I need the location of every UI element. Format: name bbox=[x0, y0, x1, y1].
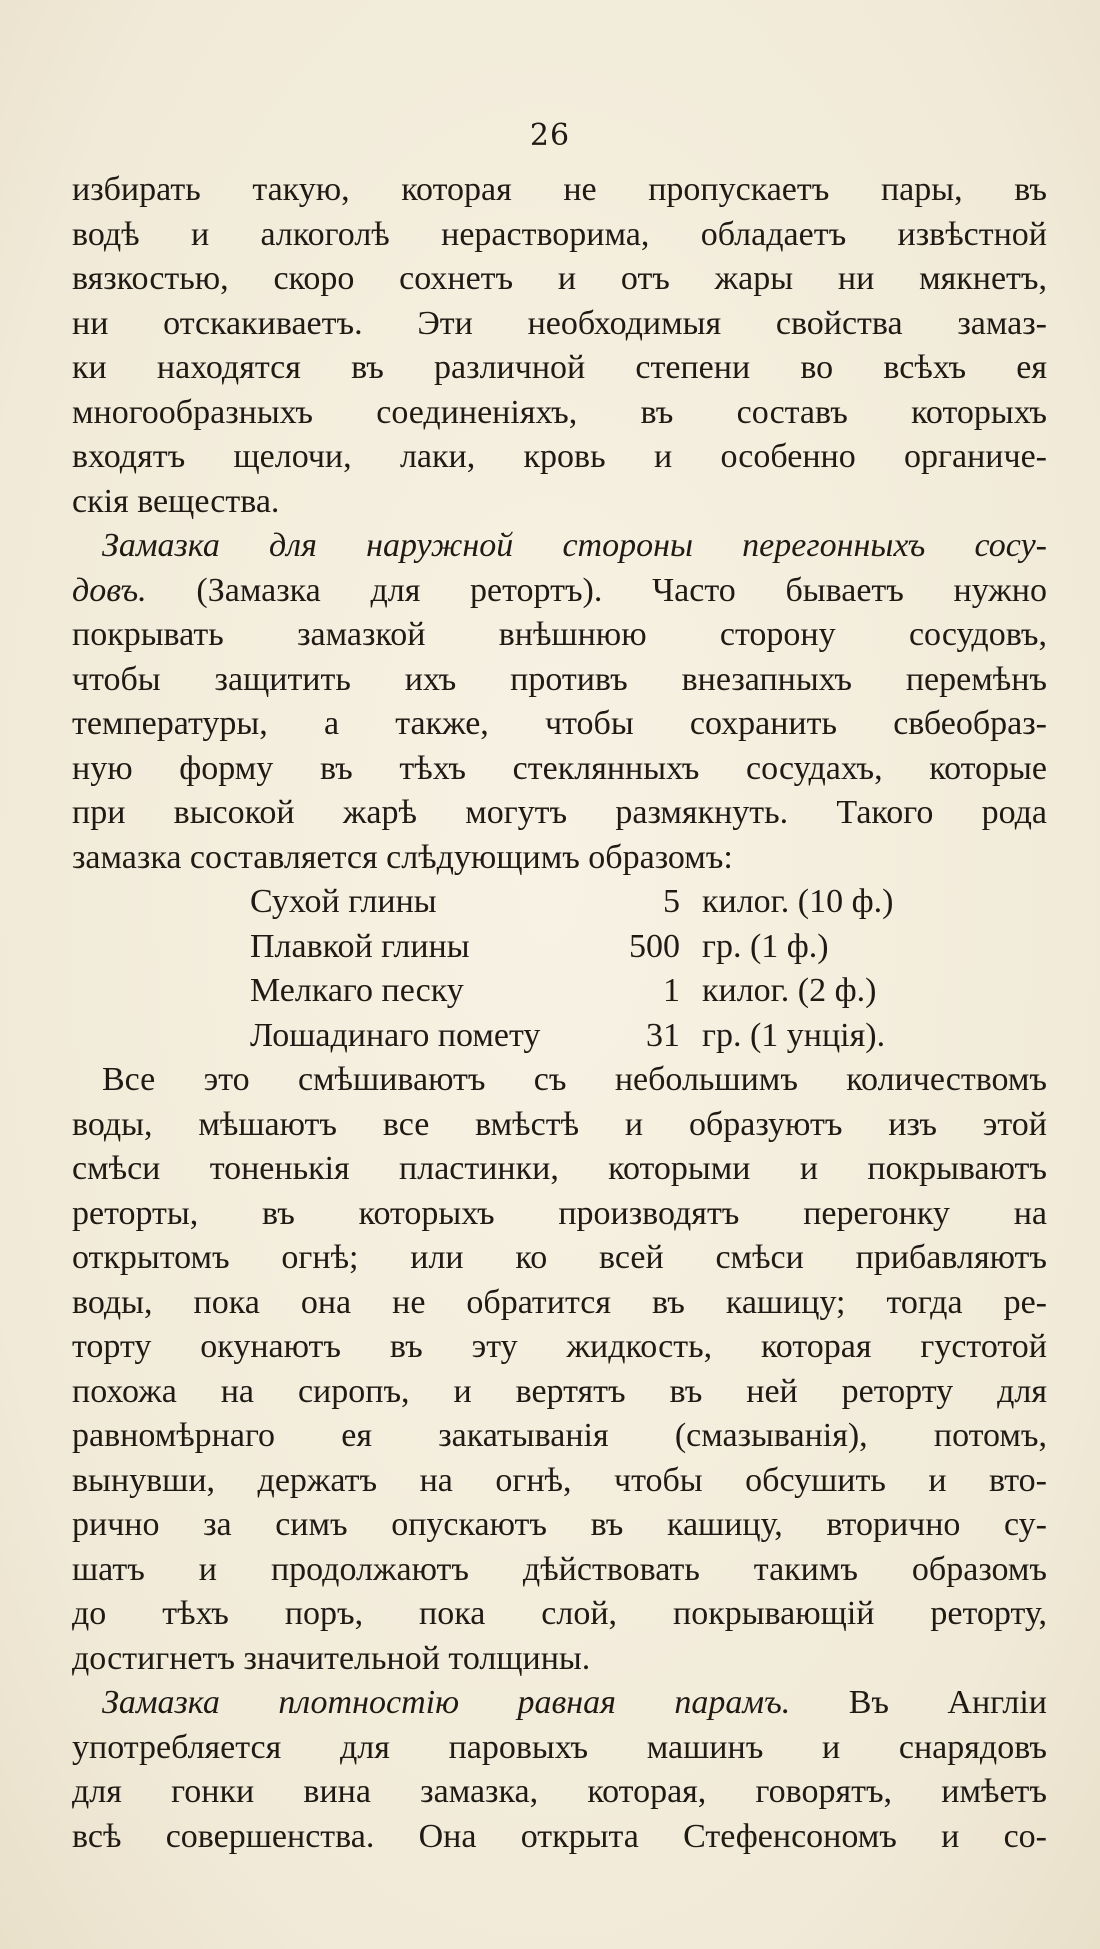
text-line: торту окунаютъ въ эту жидкость, которая густотой bbox=[72, 1328, 1047, 1365]
text-line: чтобы защитить ихъ противъ внезапныхъ перемѣнъ bbox=[72, 660, 1047, 698]
text-line: входятъ щелочи, лаки, кровь и особенно органиче- bbox=[72, 438, 1047, 475]
ingredient-name: Мелкаго песку bbox=[250, 972, 464, 1009]
text-line: замазка составляется слѣдующимъ образомъ: bbox=[72, 838, 733, 876]
text-line bbox=[72, 1681, 1047, 1726]
ingredient-amount: 1 bbox=[663, 972, 680, 1009]
text-line: открытомъ огнѣ; или ко всей смѣси прибавляютъ bbox=[72, 1239, 1047, 1276]
text-line: ную форму въ тѣхъ стеклянныхъ сосудахъ, которые bbox=[72, 749, 1047, 787]
ingredient-amount: 5 bbox=[663, 883, 680, 920]
text-line: скія вещества. bbox=[72, 482, 280, 520]
ingredient-name: Плавкой глины bbox=[250, 927, 470, 965]
ingredient-name: Лошадинаго помету bbox=[250, 1016, 541, 1054]
text-line: избирать такую, которая не пропускаетъ пары, въ bbox=[72, 171, 1047, 208]
section-heading: Замазка плотностію равная парамъ. bbox=[102, 1684, 791, 1721]
ingredient-amount: 31 bbox=[646, 1016, 680, 1054]
text-line: реторты, въ которыхъ производятъ перегонку на bbox=[72, 1194, 1047, 1232]
text-line: при высокой жарѣ могутъ размякнуть. Такого рода bbox=[72, 794, 1047, 831]
text-line: рично за симъ опускаютъ въ кашицу, вторично су- bbox=[72, 1506, 1047, 1543]
text-line: для гонки вина замазка, которая, говорятъ, имѣетъ bbox=[72, 1773, 1047, 1810]
text-span: Въ Англіи bbox=[790, 1684, 1047, 1721]
text-line: равномѣрнаго ея закатыванія (смазыванія), потомъ, bbox=[72, 1417, 1047, 1454]
ingredient-unit: гр. (1 унція). bbox=[702, 1016, 886, 1054]
ingredient-amount: 500 bbox=[629, 927, 680, 965]
text-span: (Замазка для ретортъ). Часто бываетъ нужно bbox=[146, 571, 1047, 609]
text-line bbox=[72, 569, 1047, 614]
recipe-row bbox=[72, 1014, 1047, 1059]
text-line: похожа на сиропъ, и вертятъ въ ней реторту для bbox=[72, 1372, 1047, 1410]
recipe-row bbox=[72, 880, 1047, 925]
ingredient-unit: килог. (10 ф.) bbox=[702, 883, 894, 920]
ingredient-unit: гр. (1 ф.) bbox=[702, 927, 829, 965]
page-text bbox=[72, 168, 1047, 1859]
text-line: воды, пока она не обратится въ кашицу; тогда ре- bbox=[72, 1283, 1047, 1321]
text-line: воды, мѣшаютъ все вмѣстѣ и образуютъ изъ этой bbox=[72, 1105, 1047, 1143]
text-line: до тѣхъ поръ, пока слой, покрывающій реторту, bbox=[72, 1595, 1047, 1632]
text-line: достигнетъ значительной толщины. bbox=[72, 1639, 591, 1677]
ingredient-name: Сухой глины bbox=[250, 883, 437, 920]
ingredient-unit: килог. (2 ф.) bbox=[702, 972, 877, 1009]
page-number: 26 bbox=[529, 118, 571, 153]
text-line: употребляется для паровыхъ машинъ и снарядовъ bbox=[72, 1728, 1047, 1766]
text-line: всѣ совершенства. Она открыта Стефенсономъ и со- bbox=[72, 1817, 1047, 1855]
section-heading-end: довъ. bbox=[72, 571, 147, 609]
text-line: температуры, а также, чтобы сохранить свбеобраз- bbox=[72, 705, 1047, 742]
text-line: смѣси тоненькія пластинки, которыми и покрываютъ bbox=[72, 1150, 1047, 1187]
text-line: Все это смѣшиваютъ съ небольшимъ количествомъ bbox=[102, 1061, 1047, 1098]
text-line: многообразныхъ соединеніяхъ, въ составъ которыхъ bbox=[72, 393, 1047, 431]
text-line: шатъ и продолжаютъ дѣйствовать такимъ образомъ bbox=[72, 1550, 1047, 1588]
recipe-row bbox=[72, 925, 1047, 970]
text-line: покрывать замазкой внѣшнюю сторону сосудовъ, bbox=[72, 616, 1047, 653]
section-heading: Замазка для наружной стороны перегонныхъ сосу- bbox=[102, 527, 1047, 564]
text-line: вынувши, держатъ на огнѣ, чтобы обсушить и вто- bbox=[72, 1461, 1047, 1499]
text-line: водѣ и алкоголѣ нерастворима, обладаетъ извѣстной bbox=[72, 215, 1047, 253]
text-line: ни отскакиваетъ. Эти необходимыя свойства замаз- bbox=[72, 304, 1047, 342]
recipe-row bbox=[72, 969, 1047, 1014]
text-line: вязкостью, скоро сохнетъ и отъ жары ни мякнетъ, bbox=[72, 260, 1047, 297]
text-line: ки находятся въ различной степени во всѣхъ ея bbox=[72, 349, 1047, 386]
